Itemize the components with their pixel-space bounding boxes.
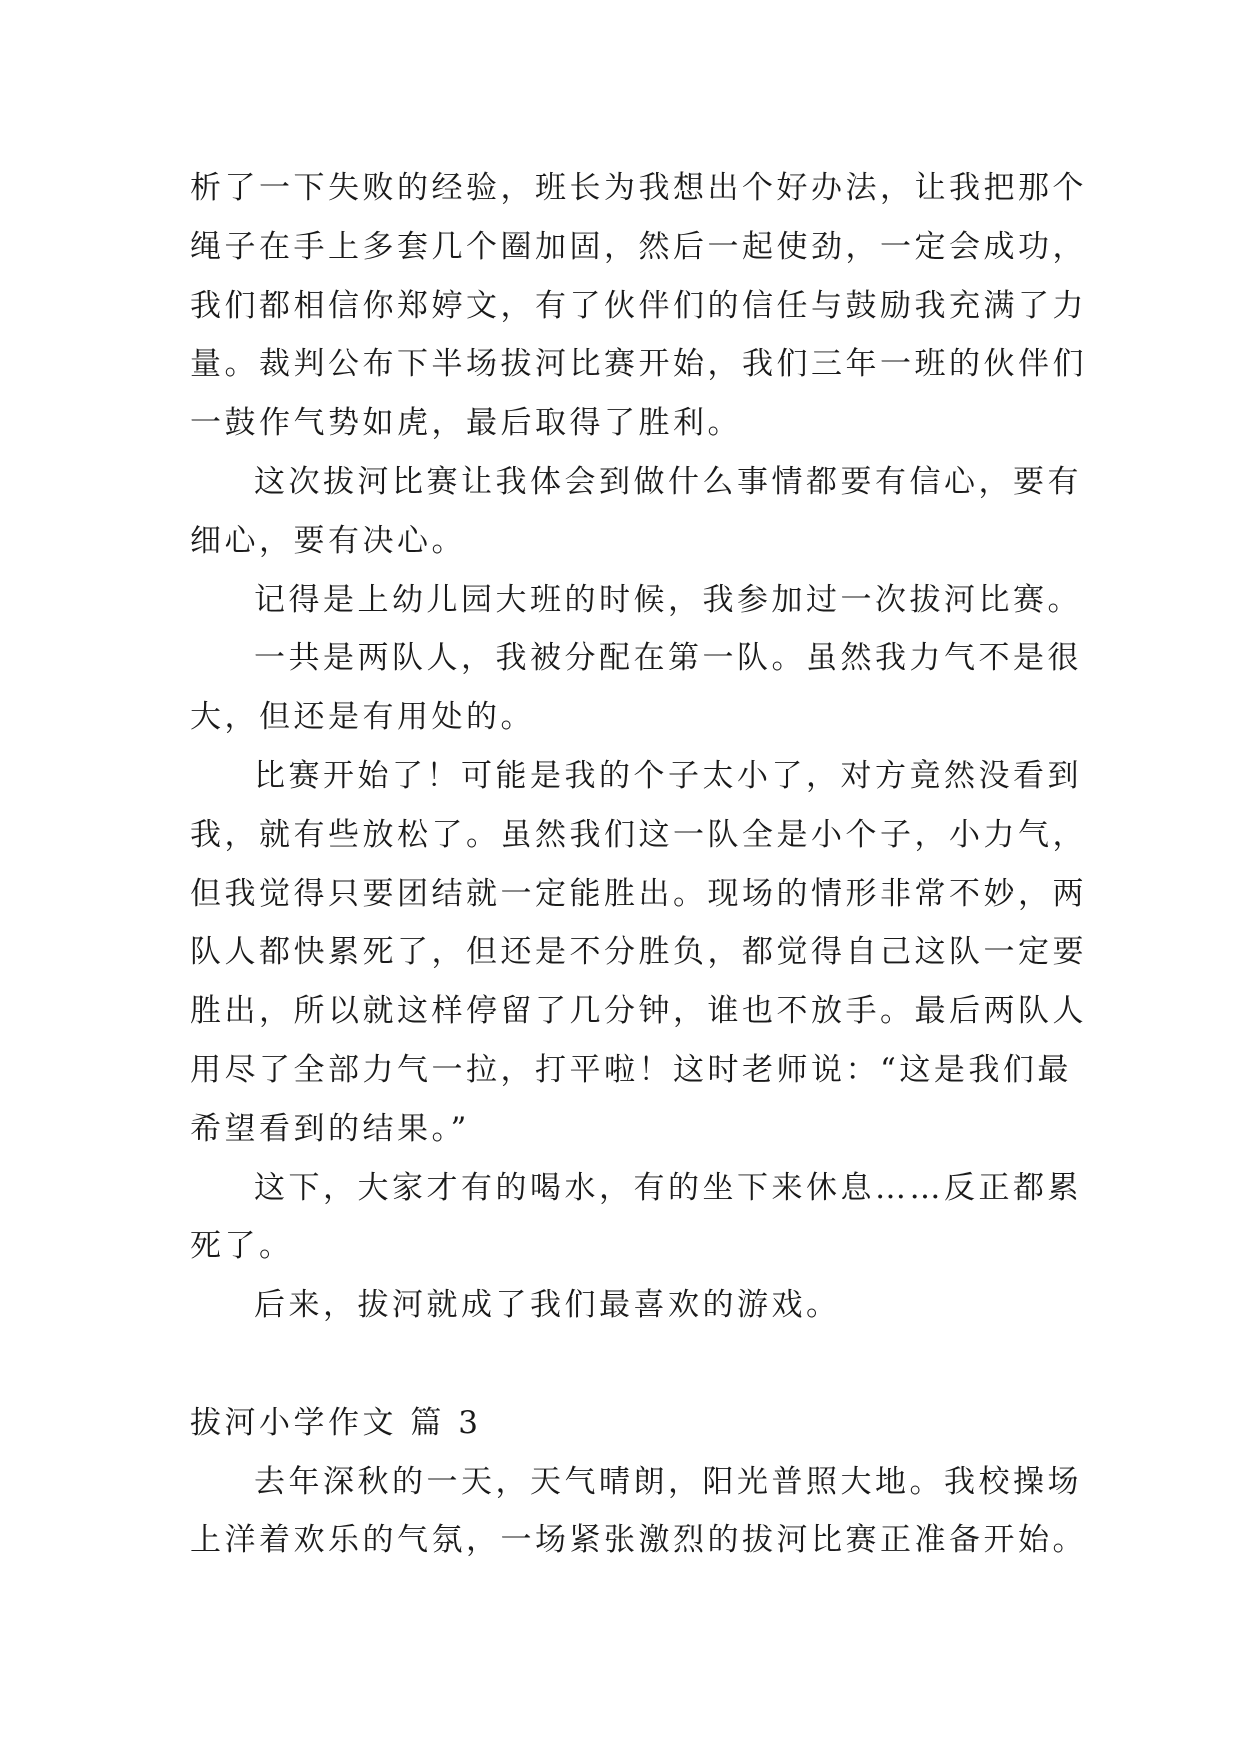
text-line: 细心，要有决心。 xyxy=(190,522,466,559)
text-line: 量。裁判公布下半场拔河比赛开始，我们三年一班的伙伴们 xyxy=(190,346,1087,383)
text-line: 一共是两队人，我被分配在第一队。虽然我力气不是很 xyxy=(254,640,1082,677)
text-line: 大，但还是有用处的。 xyxy=(190,699,535,736)
text-line: 这次拔河比赛让我体会到做什么事情都要有信心，要有 xyxy=(254,464,1082,500)
text-line: 但我觉得只要团结就一定能胜出。现场的情形非常不妙，两 xyxy=(190,875,1087,912)
text-line: 这下，大家才有的喝水，有的坐下来休息……反正都累 xyxy=(254,1169,1082,1206)
text-line: 析了一下失败的经验，班长为我想出个好办法，让我把那个 xyxy=(190,170,1087,206)
text-line: 比赛开始了！可能是我的个子太小了，对方竟然没看到 xyxy=(254,758,1082,794)
text-line: 我，就有些放松了。虽然我们这一队全是小个子，小力气， xyxy=(190,816,1087,853)
section-heading: 拔河小学作文 篇 3 xyxy=(190,1404,482,1441)
text-line: 用尽了全部力气一拉，打平啦！这时老师说：“这是我们最 xyxy=(190,1052,1072,1088)
text-line: 记得是上幼儿园大班的时候，我参加过一次拔河比赛。 xyxy=(254,581,1082,618)
text-line: 队人都快累死了，但还是不分胜负，都觉得自己这队一定要 xyxy=(190,934,1087,971)
text-line: 后来，拔河就成了我们最喜欢的游戏。 xyxy=(254,1287,841,1324)
text-line: 我们都相信你郑婷文，有了伙伴们的信任与鼓励我充满了力 xyxy=(190,287,1087,324)
text-line: 一鼓作气势如虎，最后取得了胜利。 xyxy=(190,405,742,442)
text-line: 去年深秋的一天，天气晴朗，阳光普照大地。我校操场 xyxy=(254,1463,1082,1500)
text-line: 绳子在手上多套几个圈加固，然后一起使劲，一定会成功， xyxy=(190,228,1087,265)
text-line: 死了。 xyxy=(190,1228,294,1265)
text-line: 胜出，所以就这样停留了几分钟，谁也不放手。最后两队人 xyxy=(190,993,1087,1030)
text-line: 希望看到的结果。” xyxy=(190,1110,470,1147)
text-line: 上洋着欢乐的气氛，一场紧张激烈的拔河比赛正准备开始。 xyxy=(190,1522,1087,1559)
